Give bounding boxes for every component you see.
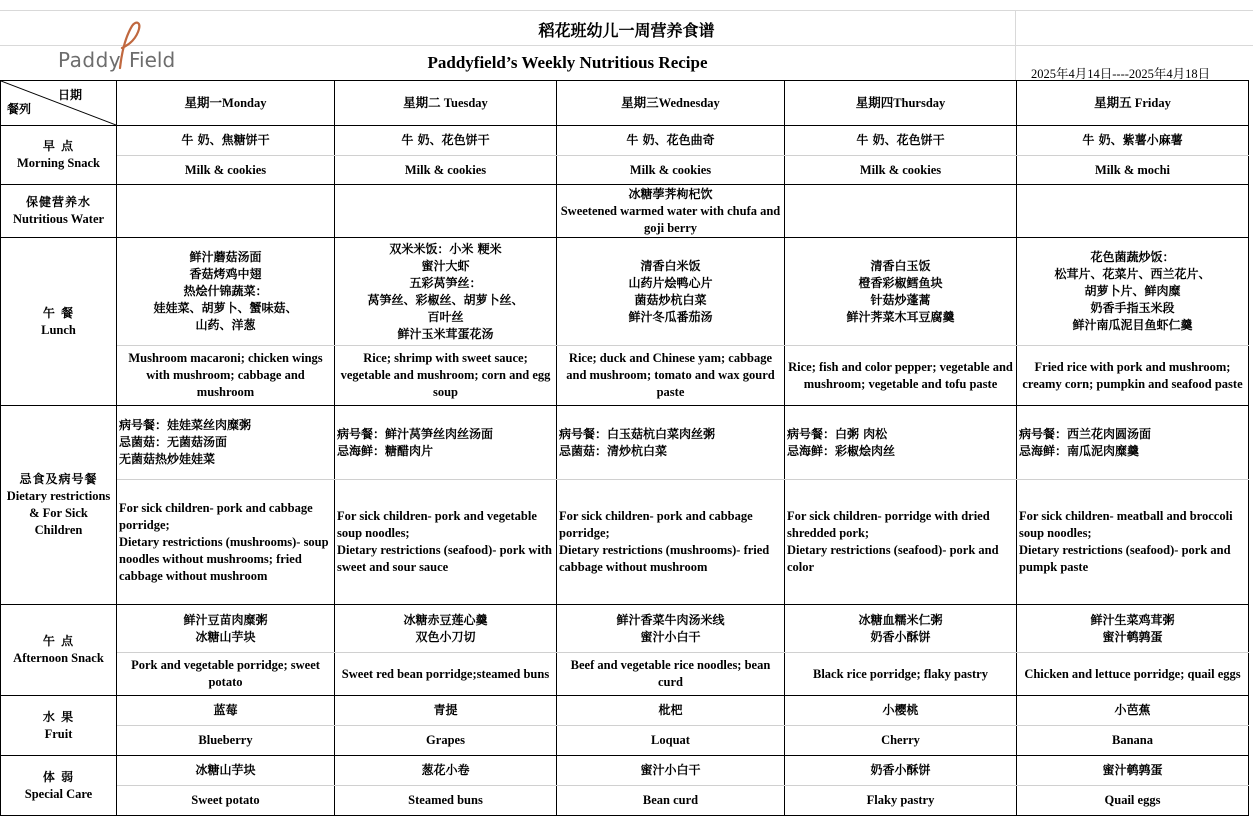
row-label-fruit: 水 果 Fruit	[1, 696, 117, 756]
afternoon-cn-tuesday: 冰糖赤豆莲心羹 双色小刀切	[335, 605, 557, 653]
dietary-en-tuesday: For sick children- pork and vegetable soup noodles; Dietary restrictions (seafood)- pork with sweet and sour sauce	[335, 480, 557, 605]
special-care-row	[1, 756, 1249, 786]
fruit-en: Blueberry	[117, 726, 335, 756]
afternoon-cn-monday: 鲜汁豆苗肉糜粥 冰糖山芋块	[117, 605, 335, 653]
afternoon-en-wednesday: Beef and vegetable rice noodles; bean curd	[557, 653, 785, 696]
lunch-cn-tuesday: 双米米饭：小米 粳米 蜜汁大虾 五彩莴笋丝： 莴笋丝、彩椒丝、胡萝卜丝、 百叶丝 鲜汁玉米茸蛋花汤	[335, 238, 557, 346]
page-title-cn: 稻花班幼儿一周营养食谱	[538, 21, 715, 40]
dietary-en-monday: For sick children- pork and cabbage porridge; Dietary restrictions (mushrooms)- soup noodles without mushrooms; fried cabbage without mushroom	[117, 480, 335, 605]
fruit-cn: 小樱桃	[785, 696, 1017, 726]
fruit-en: Banana	[1017, 726, 1249, 756]
afternoon-snack-en-row	[1, 653, 1249, 696]
fruit-en: Cherry	[785, 726, 1017, 756]
empty-cell	[335, 185, 557, 238]
logo-text-left: Paddy	[58, 48, 122, 72]
lunch-cn-friday: 花色菌蔬炒饭： 松茸片、花菜片、西兰花片、 胡萝卜片、鲜肉糜 奶香手指玉米段 鲜汁南瓜泥目鱼虾仁羹	[1017, 238, 1249, 346]
fruit-cn: 青提	[335, 696, 557, 726]
meal-cn: 牛 奶、花色饼干	[785, 126, 1017, 156]
empty-cell	[785, 185, 1017, 238]
fruit-en: Grapes	[335, 726, 557, 756]
lunch-cn-thursday: 清香白玉饭 橙香彩椒鳕鱼块 针菇炒蓬蒿 鲜汁荠菜木耳豆腐羹	[785, 238, 1017, 346]
afternoon-en-thursday: Black rice porridge; flaky pastry	[785, 653, 1017, 696]
meal-en: Milk & cookies	[335, 156, 557, 185]
row-label-special-care: 体 弱 Special Care	[1, 756, 117, 816]
special-care-en: Flaky pastry	[785, 786, 1017, 816]
afternoon-snack-row	[1, 605, 1249, 653]
special-care-cn: 冰糖山芋块	[117, 756, 335, 786]
meal-cn: 牛 奶、紫薯小麻薯	[1017, 126, 1249, 156]
row-label-dietary: 忌食及病号餐 Dietary restrictions & For Sick Children	[1, 406, 117, 605]
dietary-en-wednesday: For sick children- pork and cabbage porridge; Dietary restrictions (mushrooms)- fried cabbage without mushroom	[557, 480, 785, 605]
lunch-en-tuesday: Rice; shrimp with sweet sauce; vegetable and mushroom; corn and egg soup	[335, 346, 557, 406]
special-care-en: Sweet potato	[117, 786, 335, 816]
dietary-cn-friday: 病号餐：西兰花肉圆汤面 忌海鲜：南瓜泥肉糜羹	[1017, 406, 1249, 480]
dietary-cn-wednesday: 病号餐：白玉菇杭白菜肉丝粥 忌菌菇：清炒杭白菜	[557, 406, 785, 480]
day-header-tuesday: 星期二 Tuesday	[335, 81, 557, 126]
meal-en: Milk & cookies	[785, 156, 1017, 185]
afternoon-en-tuesday: Sweet red bean porridge;steamed buns	[335, 653, 557, 696]
fruit-cn: 蓝莓	[117, 696, 335, 726]
corner-meal-label: 餐列	[7, 102, 32, 116]
row-label-nutritious-water: 保健营养水 Nutritious Water	[1, 185, 117, 238]
dietary-en-row	[1, 480, 1249, 605]
dietary-en-thursday: For sick children- porridge with dried shredded pork; Dietary restrictions (seafood)- pork and color	[785, 480, 1017, 605]
lunch-en-monday: Mushroom macaroni; chicken wings with mushroom; cabbage and mushroom	[117, 346, 335, 406]
lunch-en-row	[1, 346, 1249, 406]
dietary-cn-monday: 病号餐：娃娃菜丝肉糜粥 忌菌菇：无菌菇汤面 无菌菇热炒娃娃菜	[117, 406, 335, 480]
lunch-cn-monday: 鲜汁蘑菇汤面 香菇烤鸡中翅 热烩什锦蔬菜： 娃娃菜、胡萝卜、蟹味菇、 山药、洋葱	[117, 238, 335, 346]
lunch-cn-wednesday: 清香白米饭 山药片烩鸭心片 菌菇炒杭白菜 鲜汁冬瓜番茄汤	[557, 238, 785, 346]
fruit-en: Loquat	[557, 726, 785, 756]
lunch-en-thursday: Rice; fish and color pepper; vegetable and mushroom; vegetable and tofu paste	[785, 346, 1017, 406]
fruit-en-row	[1, 726, 1249, 756]
meal-en: Milk & cookies	[557, 156, 785, 185]
header-rule	[0, 10, 1253, 11]
dietary-cn-thursday: 病号餐：白粥 肉松 忌海鲜：彩椒烩肉丝	[785, 406, 1017, 480]
meal-cn: 牛 奶、花色饼干	[335, 126, 557, 156]
afternoon-en-friday: Chicken and lettuce porridge; quail eggs	[1017, 653, 1249, 696]
afternoon-cn-thursday: 冰糖血糯米仁粥 奶香小酥饼	[785, 605, 1017, 653]
day-header-row	[1, 81, 1249, 126]
afternoon-cn-wednesday: 鲜汁香菜牛肉汤米线 蜜汁小白干	[557, 605, 785, 653]
special-care-en: Bean curd	[557, 786, 785, 816]
day-header-thursday: 星期四Thursday	[785, 81, 1017, 126]
page-header	[0, 0, 1253, 80]
afternoon-en-monday: Pork and vegetable porridge; sweet potato	[117, 653, 335, 696]
corner-date-label: 日期	[57, 88, 82, 102]
page-title-en: Paddyfield’s Weekly Nutritious Recipe	[427, 53, 708, 72]
nutritious-water-wednesday: 冰糖荸荠枸杞饮 Sweetened warmed water with chufa and goji berry	[557, 185, 785, 238]
fruit-row	[1, 696, 1249, 726]
lunch-en-friday: Fried rice with pork and mushroom; creamy corn; pumpkin and seafood paste	[1017, 346, 1249, 406]
dietary-row	[1, 406, 1249, 480]
special-care-en-row	[1, 786, 1249, 816]
dietary-en-friday: For sick children- meatball and broccoli soup noodles; Dietary restrictions (seafood)- pork and pumpk paste	[1017, 480, 1249, 605]
logo-text-right: Field	[129, 48, 176, 72]
meal-en: Milk & cookies	[117, 156, 335, 185]
lunch-en-wednesday: Rice; duck and Chinese yam; cabbage and mushroom; tomato and wax gourd paste	[557, 346, 785, 406]
special-care-en: Quail eggs	[1017, 786, 1249, 816]
special-care-cn: 葱花小卷	[335, 756, 557, 786]
meal-en: Milk & mochi	[1017, 156, 1249, 185]
nutritious-water-row	[1, 185, 1249, 238]
row-label-lunch: 午 餐 Lunch	[1, 238, 117, 406]
dietary-cn-tuesday: 病号餐：鲜汁莴笋丝肉丝汤面 忌海鲜：糖醋肉片	[335, 406, 557, 480]
special-care-cn: 蜜汁小白干	[557, 756, 785, 786]
special-care-en: Steamed buns	[335, 786, 557, 816]
meal-cn: 牛 奶、花色曲奇	[557, 126, 785, 156]
special-care-cn: 奶香小酥饼	[785, 756, 1017, 786]
meal-cn: 牛 奶、焦糖饼干	[117, 126, 335, 156]
afternoon-cn-friday: 鲜汁生菜鸡茸粥 蜜汁鹌鹑蛋	[1017, 605, 1249, 653]
corner-cell	[1, 81, 117, 126]
fruit-cn: 枇杷	[557, 696, 785, 726]
fruit-cn: 小芭蕉	[1017, 696, 1249, 726]
empty-cell	[1017, 185, 1249, 238]
weekly-menu-table	[0, 80, 1249, 816]
row-label-morning-snack: 早 点 Morning Snack	[1, 126, 117, 185]
date-range: 2025年4月14日----2025年4月18日	[1031, 67, 1211, 81]
day-header-friday: 星期五 Friday	[1017, 81, 1249, 126]
header-rule	[0, 45, 1253, 46]
day-header-wednesday: 星期三Wednesday	[557, 81, 785, 126]
row-label-afternoon-snack: 午 点 Afternoon Snack	[1, 605, 117, 696]
empty-cell	[117, 185, 335, 238]
day-header-monday: 星期一Monday	[117, 81, 335, 126]
lunch-row	[1, 238, 1249, 346]
special-care-cn: 蜜汁鹌鹑蛋	[1017, 756, 1249, 786]
morning-snack-row	[1, 126, 1249, 156]
morning-snack-en-row	[1, 156, 1249, 185]
